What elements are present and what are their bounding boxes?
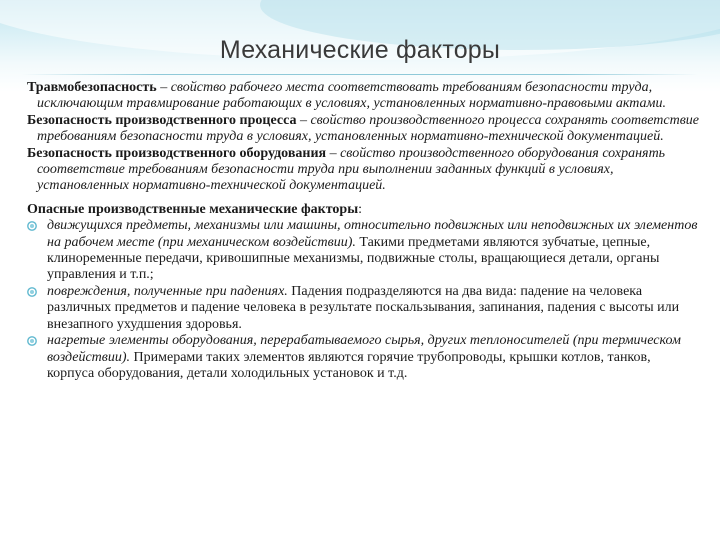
slide-title: Механические факторы	[219, 36, 501, 64]
definition-term: Травмобезопасность	[27, 80, 157, 95]
hazards-heading-text: Опасные производственные механические факторы	[27, 201, 359, 217]
teal-circle-bullet-icon	[27, 221, 37, 231]
definition-text: свойство производственного процесса сохранять соответствие требованиям безопасности труда в условиях, установленных нормативно-технической документацией.	[37, 112, 699, 145]
definition-paragraph	[27, 80, 699, 113]
hazard-italic-text: повреждения, полученные при падениях.	[47, 283, 288, 299]
list-item	[27, 218, 699, 284]
definition-paragraph	[27, 146, 699, 195]
definition-text: свойство производственного оборудования сохранять соответствие требованиям безопасности труда при выполнении заданных функций в условиях, установленных нормативно-технической документацией.	[37, 145, 666, 194]
hazard-italic-text: нагретые элементы оборудования, перерабатываемого сырья, других теплоносителей (при термическом воздействии).	[47, 333, 681, 365]
definition-text: свойство рабочего места соответствовать требованиям безопасности труда, исключающим травмирование работающих в условиях, установленных нормативно-правовыми актами.	[37, 80, 666, 112]
list-item	[27, 284, 699, 333]
hazard-normal-text: Падения подразделяются на два вида: падение на человека различных предметов и падение человека в результате поскальзывания, запинания, падения с высоты или внезапного ухудшения здоровья.	[47, 283, 680, 332]
hazard-normal-text: Примерами таких элементов являются горячие трубопроводы, крышки котлов, танков, корпуса оборудования, детали холодильных установок и т.д.	[47, 349, 651, 381]
hazards-heading	[27, 202, 699, 218]
teal-circle-bullet-icon	[27, 287, 37, 297]
title-divider	[22, 74, 698, 75]
teal-circle-bullet-icon	[27, 336, 37, 346]
hazards-list	[27, 218, 699, 382]
definition-paragraph	[27, 113, 699, 146]
hazards-heading-colon: :	[358, 201, 363, 217]
list-item	[27, 333, 699, 382]
definition-term: Безопасность производственного процесса	[27, 112, 297, 128]
hazard-italic-text: движущихся предметы, механизмы или машины, относительно подвижных или неподвижных их элементов на рабочем месте (при механическом воздействии).	[47, 218, 698, 250]
definition-dash: –	[156, 80, 171, 95]
definition-term: Безопасность производственного оборудования	[27, 145, 327, 161]
definition-dash: –	[296, 112, 311, 128]
definition-dash: –	[326, 145, 341, 161]
hazard-normal-text: Такими предметами являются зубчатые, цепные, клиноременные передачи, кривошипные механизмы, подвижные столы, вращающиеся детали, органы управления и т.п.;	[47, 234, 660, 283]
slide-content	[27, 80, 699, 382]
